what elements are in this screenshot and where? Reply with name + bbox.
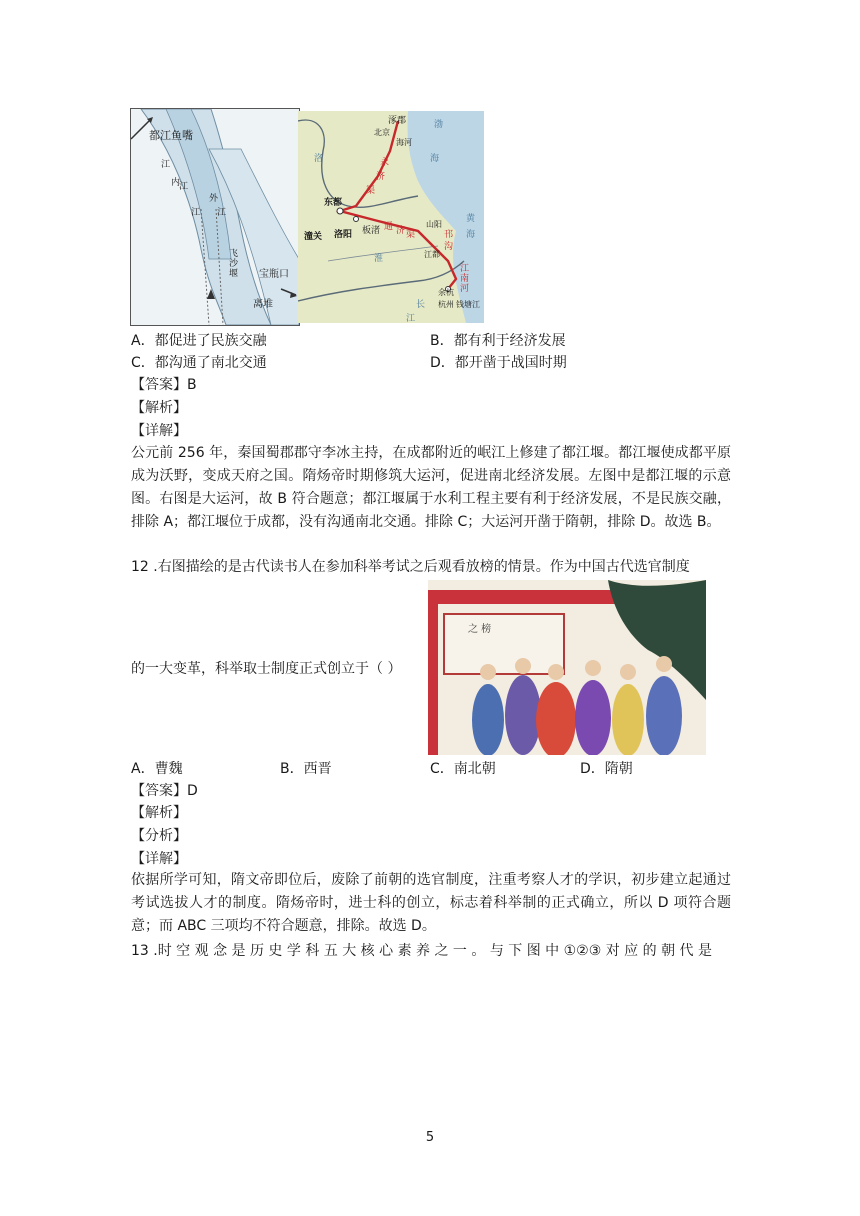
map-label: 东都 (324, 198, 343, 208)
map-label: 海 (466, 230, 476, 240)
map-label: 江 (460, 264, 470, 274)
map-label: 长 (416, 300, 426, 310)
board-text: 之 榜 (468, 624, 492, 635)
q13-stem: 13 .时 空 观 念 是 历 史 学 科 五 大 核 心 素 养 之 一 。 与 下 图 中 ①②③ 对 应 的 朝 代 是 (131, 943, 712, 959)
map-label: 洛阳 (334, 230, 353, 240)
map-label: 海 (430, 154, 440, 164)
map-label: 渤 (434, 120, 444, 130)
map-label: 通 (384, 222, 394, 232)
q11-option-b: B．都有利于经济发展 (430, 333, 566, 349)
map-label: 渠 (366, 186, 376, 196)
map-label: 都江鱼嘴 (149, 129, 193, 142)
map-label: 潼关 (304, 232, 323, 242)
map-label: 渠 (406, 230, 416, 240)
map-label: 河 (460, 284, 470, 294)
q12-analyze-heading: 【分析】 (131, 828, 187, 844)
q11-option-a: A．都促进了民族交融 (131, 333, 267, 349)
map-label: 山阳 (426, 220, 442, 229)
q12-option-d: D．隋朝 (580, 761, 633, 777)
map-label: 江 (191, 208, 201, 218)
map-label: 钱塘江 (456, 300, 480, 309)
map-label: 外 (209, 194, 219, 204)
map-label: 北京 (374, 128, 390, 137)
map-label: 涿郡 (388, 116, 407, 126)
grand-canal-map (298, 111, 484, 323)
map-label: 济 (396, 226, 406, 236)
q12-stem-line1: 12 .右图描绘的是古代读书人在参加科举考试之后观看放榜的情景。作为中国古代选官制度 (131, 559, 690, 575)
map-label: 江 (217, 208, 227, 218)
exam-results-drawing (428, 580, 706, 755)
map-label: 飞沙堰 (229, 249, 239, 279)
q12-analysis-heading: 【解析】 (131, 805, 187, 821)
q11-explanation: 公元前 256 年，秦国蜀郡郡守李冰主持，在成都附近的岷江上修建了都江堰。都江堰使成都平原成为沃野，变成天府之国。隋炀帝时期修筑大运河，促进南北经济发展。左图中是都江堰的示意图。右图是大运河，故 B 符合题意；都江堰属于水利工程主要有利于经济发展，不是民族交融，排除 A；都江堰位于成都，没有沟通南北交通。排除 C；大运河开凿于隋朝，排除 D。故选 B。 (131, 445, 731, 530)
map-label: 江都 (424, 250, 440, 259)
map-label: 海河 (396, 138, 412, 147)
q12-option-b: B．西晋 (280, 761, 332, 777)
map-label: 淮 (374, 254, 384, 264)
q11-option-d: D．都开凿于战国时期 (430, 355, 567, 371)
map-label: 邗 (444, 230, 454, 240)
q12-detail-heading: 【详解】 (131, 851, 187, 867)
map-label: 沟 (444, 242, 454, 252)
q11-answer: 【答案】B (131, 377, 197, 393)
dujiangyan-map (130, 108, 300, 326)
map-label: 离堆 (253, 299, 273, 310)
q12-stem-line2: 的一大变革，科举取士制度正式创立于（ ） (131, 661, 402, 677)
q11-option-c: C．都沟通了南北交通 (131, 355, 267, 371)
q12-option-c: C．南北朝 (430, 761, 496, 777)
q11-detail-heading: 【详解】 (131, 423, 187, 439)
map-label: 洛 (314, 154, 324, 164)
q12-answer: 【答案】D (131, 783, 198, 799)
map-label: 余杭 (438, 288, 454, 297)
map-label: 江 (406, 314, 416, 323)
map-label: 江 (179, 182, 189, 192)
map-label: 南 (460, 274, 470, 284)
grand-canal-map-drawing (298, 111, 484, 323)
q11-analysis-heading: 【解析】 (131, 400, 187, 416)
q12-explanation: 依据所学可知，隋文帝即位后，废除了前朝的选官制度，注重考察人才的学识，初步建立起通过考试选拔人才的制度。隋炀帝时，进士科的创立，标志着科举制的正式确立，所以 D 项符合题意；而 ABC 三项均不符合题意，排除。故选 D。 (131, 872, 731, 934)
q12-option-a: A．曹魏 (131, 761, 183, 777)
map-label: 江 (161, 160, 171, 170)
map-label: 济 (376, 172, 386, 182)
map-label: 黄 (466, 214, 476, 224)
map-label: 内 (171, 178, 181, 188)
map-label: 板渚 (362, 226, 381, 236)
page-number: 5 (425, 1130, 435, 1145)
map-label: 宝瓶口 (259, 269, 289, 280)
map-label: 杭州 (438, 300, 454, 309)
map-label: 永 (380, 158, 390, 168)
exam-results-illustration (428, 580, 706, 755)
